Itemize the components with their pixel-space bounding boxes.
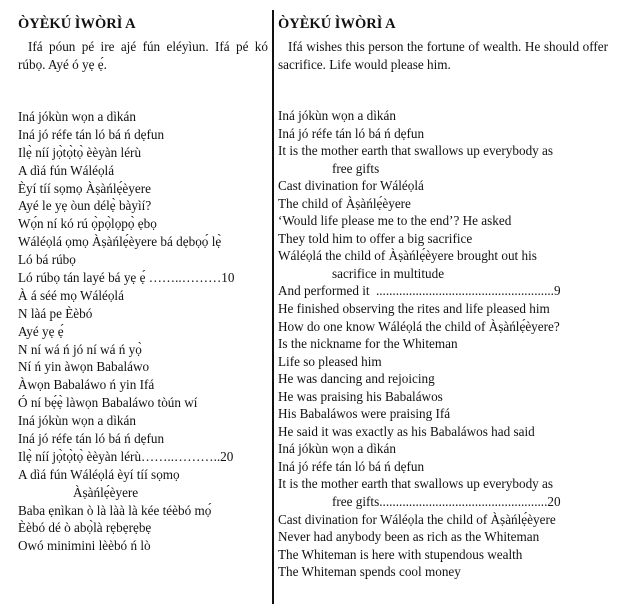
verse-line	[278, 107, 561, 125]
verse-line	[18, 448, 234, 466]
verse-line	[278, 528, 561, 546]
verse-line-text: He finished observing the rites and life pleased him	[278, 301, 550, 317]
verse-line-text: Owó minimini lèèbó ń lò	[18, 538, 151, 554]
verse-line-text: Èèbó dé ò abọ̀là rẹbẹrẹbẹ	[18, 520, 152, 536]
verse-line-text: Iná jókùn wọn a dìkán	[278, 108, 396, 123]
verse-line-text: Ayé le yẹ òun délẹ̀ bàyìí?	[18, 198, 152, 214]
verse-line	[278, 563, 561, 581]
verse-line-text: Wọ́n ní kó rú ọ̀pọ̀lọpọ̀ ẹbọ	[18, 216, 157, 232]
verse-line-text: The Whiteman is here with stupendous wealth	[278, 546, 523, 562]
verse-line-text: His Babaláwos were praising Ifá	[278, 406, 451, 422]
verse-line	[278, 212, 561, 230]
line-number-leader: ...................................................20	[379, 494, 561, 510]
verse-line	[18, 180, 234, 198]
verse-line	[18, 144, 234, 162]
verse-line-text: Iná jó réfe tán ló bá ń dẹfun	[18, 126, 165, 142]
verse-line-text: They told him to offer a big sacrifice	[278, 230, 473, 246]
verse-line	[18, 358, 234, 376]
english-intro	[278, 38, 608, 74]
verse-line	[278, 370, 561, 388]
verse-line	[278, 247, 561, 265]
verse-line	[278, 423, 561, 441]
verse-line	[278, 265, 561, 283]
verse-line-text: Ó ní bẹ́ẹ̀ làwọn Babaláwo tòún wí	[18, 395, 198, 411]
verse-line-text: Iná jó réfe tán ló bá ń dẹfun	[18, 431, 165, 447]
verse-line-text: Ilẹ̀ níí jọ̀tọ̀tọ̀ èèyàn lérù……..………..20	[18, 448, 234, 464]
verse-line-text: The Whiteman spends cool money	[278, 564, 461, 580]
verse-line	[18, 466, 234, 484]
verse-line	[278, 195, 561, 213]
english-intro-text: Ifá wishes this person the fortune of wealth. He should offer sacrifice. Life would please him.	[278, 39, 608, 72]
english-verse	[278, 107, 561, 581]
verse-line	[278, 282, 561, 300]
verse-line	[278, 300, 561, 318]
verse-line	[278, 142, 561, 160]
english-title: ÒYÈKÚ ÌWÒRÌ A	[278, 16, 396, 32]
verse-line-text: ‘Would life please me to the end’? He asked	[278, 213, 512, 229]
verse-line-text: He was praising his Babaláwos	[278, 388, 443, 404]
verse-line	[278, 335, 561, 353]
verse-line-text: It is the mother earth that swallows up everybody as	[278, 476, 554, 492]
verse-line-text: Never had anybody been as rich as the Whiteman	[278, 529, 540, 545]
verse-line-text: Iná jókùn wọn a dìkán	[18, 413, 136, 429]
verse-line	[18, 305, 234, 323]
verse-line	[18, 269, 234, 287]
verse-line-text: free gifts	[332, 160, 380, 176]
verse-line-text: A dìá fún Wáléọlá	[18, 162, 115, 178]
verse-line-text: Cast divination for Wáléọlá	[278, 178, 424, 194]
verse-line-text: Iná jókùn wọn a dìkán	[278, 441, 396, 457]
verse-line-text: Ní ń yin àwọn Babaláwo	[18, 359, 150, 375]
verse-line	[278, 458, 561, 476]
yoruba-title: ÒYÈKÚ ÌWÒRÌ A	[18, 16, 136, 32]
verse-line-text: And performed it	[278, 283, 370, 299]
verse-line	[18, 215, 234, 233]
verse-line-text: Cast divination for Wáléọla the child of Àṣàńlẹ́èyere	[278, 511, 556, 527]
verse-line-text: A dìá fún Wáléọlá èyí tíí sọmọ	[18, 466, 180, 482]
verse-line	[278, 160, 561, 178]
verse-line	[18, 394, 234, 412]
verse-line	[18, 126, 234, 144]
verse-line	[18, 287, 234, 305]
verse-line-text: N làá pe Èèbó	[18, 305, 93, 321]
verse-line-text: How do one know Wáléọlá the child of Àṣàńlẹ́èyere?	[278, 318, 560, 334]
verse-line	[18, 412, 234, 430]
verse-line-text: Èyí tíí sọmọ Àṣàńlẹ́èyere	[18, 180, 151, 196]
verse-line	[18, 251, 234, 269]
verse-line	[278, 440, 561, 458]
verse-line	[278, 125, 561, 143]
verse-line	[18, 323, 234, 341]
verse-line-text: Ló rúbọ tán layé bá yẹ ẹ́ ……..………10	[18, 270, 235, 286]
verse-line-text: Ilẹ̀ níí jọ̀tọ̀tọ̀ èèyàn lérù	[18, 144, 142, 160]
verse-line-text: Iná jó réfe tán ló bá ń dẹfun	[278, 125, 425, 141]
verse-line	[278, 388, 561, 406]
verse-line-text: Ló bá rúbọ	[18, 252, 76, 268]
verse-line-text: À á séé mọ Wáléọlá	[18, 287, 124, 303]
verse-line-text: The child of Àṣàńlẹ́èyere	[278, 195, 411, 211]
verse-line	[18, 502, 234, 520]
verse-line	[18, 537, 234, 555]
line-number-leader: ......................................................9	[375, 283, 561, 299]
verse-line-text: sacrifice in multitude	[332, 265, 445, 281]
verse-line-text: Wáléọlá the child of Àṣàńlẹ́èyere brought out his	[278, 248, 537, 264]
verse-line-text: Baba ẹnìkan ò là làà là kée téèbó mọ́	[18, 502, 212, 518]
verse-line	[278, 511, 561, 529]
verse-line	[278, 405, 561, 423]
verse-line-text: He was dancing and rejoicing	[278, 371, 435, 387]
verse-line-text: Iná jó réfe tán ló bá ń dẹfun	[278, 458, 425, 474]
verse-line	[278, 230, 561, 248]
verse-line-text: Àwọn Babaláwo ń yin Ifá	[18, 377, 155, 393]
column-divider	[272, 10, 274, 604]
verse-line	[18, 341, 234, 359]
verse-line	[278, 318, 561, 336]
verse-line	[278, 177, 561, 195]
verse-line-text: Àṣàńlẹ́èyere	[73, 484, 139, 500]
verse-line	[18, 430, 234, 448]
yoruba-intro	[18, 38, 268, 74]
verse-line	[18, 484, 234, 502]
verse-line	[278, 353, 561, 371]
verse-line-text: N ní wá ń jó ní wá ń yọ̀	[18, 341, 142, 357]
verse-line	[18, 197, 234, 215]
verse-line	[278, 475, 561, 493]
verse-line-text: Is the nickname for the Whiteman	[278, 336, 458, 352]
verse-line-text: free gifts	[332, 494, 380, 510]
verse-line	[18, 519, 234, 537]
verse-line-text: Life so pleased him	[278, 353, 382, 369]
verse-line	[278, 546, 561, 564]
verse-line-text: Wáléọlá ọmọ Àṣàńlẹ́èyere bá dẹbọọ́ lẹ̀	[18, 234, 222, 250]
verse-line	[278, 493, 561, 511]
verse-line-text: Iná jókùn wọn a dìkán	[18, 109, 136, 124]
yoruba-verse	[18, 108, 234, 555]
verse-line-text: It is the mother earth that swallows up everybody as	[278, 143, 554, 159]
verse-line-text: He said it was exactly as his Babaláwos had said	[278, 423, 535, 439]
verse-line	[18, 376, 234, 394]
yoruba-intro-text: Ifá póun pé ire ajé fún eléyìun. Ifá pé kó rúbọ. Ayé ó yẹ ẹ́.	[18, 39, 268, 72]
verse-line	[18, 233, 234, 251]
verse-line	[18, 108, 234, 126]
verse-line-text: Ayé yẹ ẹ́	[18, 323, 64, 339]
verse-line	[18, 162, 234, 180]
